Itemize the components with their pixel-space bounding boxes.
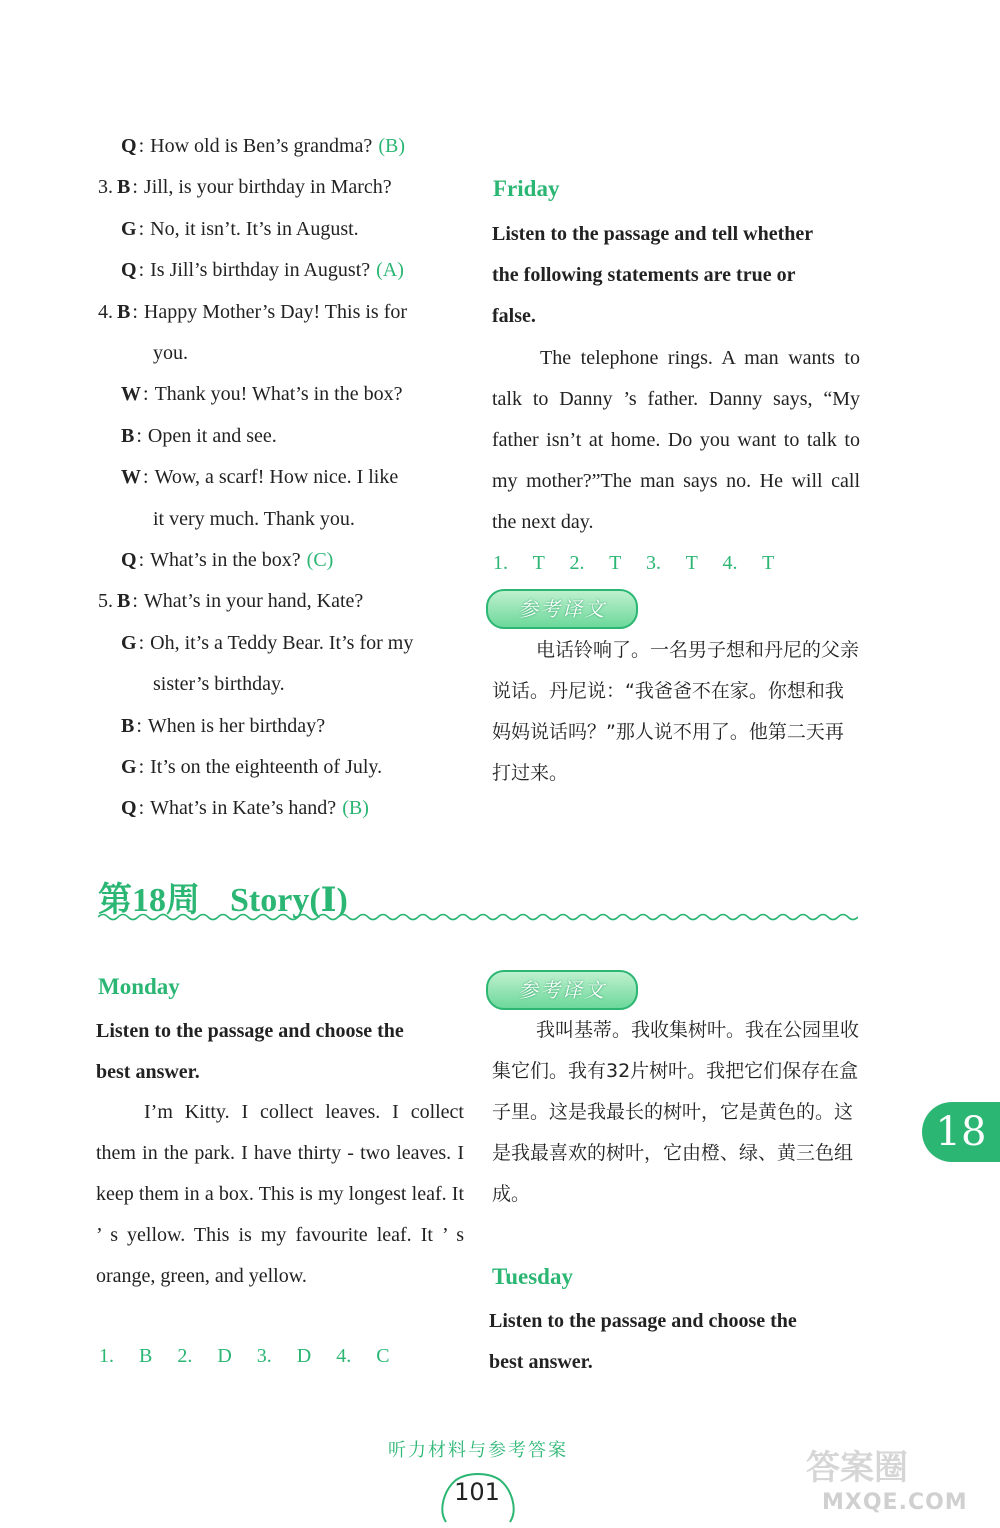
page-number: 101: [454, 1478, 500, 1506]
speaker-colon: :: [138, 259, 145, 282]
speaker-label: B: [121, 424, 135, 447]
dialogue-line: [98, 174, 392, 200]
speaker-label: Q: [121, 259, 137, 282]
speaker-colon: :: [136, 714, 142, 737]
dialogue-text: What’s in the box?: [150, 549, 301, 571]
monday-passage: I’m Kitty. I collect leaves. I collect them in the park. I have thirty - two leaves. I keep them in a box. This is my longest leaf. It ’ s yellow. This is my favourite leaf. It ’ s orange, green, and yellow.: [96, 1101, 464, 1287]
speaker-colon: :: [138, 549, 145, 571]
dialogue-text: it very much. Thank you.: [153, 507, 355, 530]
dialogue-text: Jill, is your birthday in March?: [143, 176, 392, 199]
watermark-site: MXQE.COM: [822, 1490, 968, 1515]
friday-instruction-line-1: Listen to the passage and tell whether: [492, 223, 814, 245]
dialogue-line: [121, 630, 413, 656]
monday-translation: 我叫基蒂。我收集树叶。我在公园里收集它们。我有32片树叶。我把它们保存在盒子里。这是我最长的树叶，它是黄色的。这是我最喜欢的树叶，它由橙、绿、黄三色组成。: [492, 1019, 860, 1205]
dialogue-line: [121, 381, 402, 407]
wavy-divider: [98, 910, 858, 924]
friday-answers: 1. T 2. T 3. T 4. T: [493, 552, 775, 574]
dialogue-text: Is Jill’s birthday in August?: [150, 259, 371, 282]
friday-passage: The telephone rings. A man wants to talk to Danny ’s father. Danny says, “My father isn’t at home. Do you want to talk to my mother?”The man says no. He will call the next day.: [492, 347, 860, 533]
dialogue-text: When is her birthday?: [147, 714, 326, 737]
speaker-label: B: [121, 714, 135, 737]
dialogue-answer: (B): [378, 135, 405, 157]
dialogue-line: [121, 423, 277, 449]
speaker-colon: :: [132, 300, 138, 323]
speaker-colon: :: [138, 217, 145, 240]
footer-title: 听力材料与参考答案: [388, 1440, 568, 1461]
dialogue-text: No, it isn’t. It’s in August.: [150, 217, 359, 240]
friday-instruction-line-2: the following statements are true or: [492, 264, 796, 286]
dialogue-text: How old is Ben’s grandma?: [150, 135, 373, 157]
dialogue-line: [121, 547, 333, 573]
dialogue-line: [121, 795, 369, 821]
week-story-title: Story(Ⅰ): [230, 882, 348, 919]
dialogue-text: Oh, it’s a Teddy Bear. It’s for my: [150, 631, 414, 654]
dialogue-line: [121, 754, 382, 780]
speaker-colon: :: [138, 135, 145, 157]
speaker-label: G: [121, 217, 137, 240]
speaker-label: Q: [121, 135, 137, 157]
speaker-label: W: [121, 466, 141, 489]
speaker-label: B: [117, 590, 131, 613]
chapter-side-tab: 18: [922, 1102, 1000, 1162]
dialogue-text: Wow, a scarf! How nice. I like: [154, 466, 399, 489]
dialogue-text: It’s on the eighteenth of July.: [150, 756, 383, 778]
monday-answers: 1. B 2. D 3. D 4. C: [99, 1345, 390, 1367]
tuesday-instruction-line-1: Listen to the passage and choose the: [489, 1310, 797, 1332]
speaker-label: B: [117, 300, 131, 323]
speaker-label: G: [121, 631, 137, 654]
dialogue-text: sister’s birthday.: [153, 673, 285, 696]
friday-heading: Friday: [493, 176, 560, 201]
dialogue-text: Thank you! What’s in the box?: [154, 383, 403, 406]
speaker-label: B: [117, 176, 131, 199]
dialogue-line: [121, 216, 359, 242]
dialogue-answer: (B): [342, 797, 369, 820]
dialogue-line: [98, 588, 363, 614]
week-label: 第18周: [98, 882, 200, 919]
dialogue-text: Open it and see.: [147, 424, 277, 447]
dialogue-text: What’s in Kate’s hand?: [150, 797, 337, 820]
monday-heading: Monday: [98, 974, 180, 999]
dialogue-line: [98, 299, 407, 325]
dialogue-line: [153, 506, 355, 532]
friday-translation-badge: 参考译文: [486, 589, 638, 629]
friday-instruction-line-3: false.: [492, 305, 536, 327]
speaker-colon: :: [132, 176, 138, 199]
dialogue-number: 3.: [98, 176, 113, 199]
dialogue-text: What’s in your hand, Kate?: [143, 590, 364, 613]
speaker-colon: :: [136, 424, 142, 447]
speaker-label: Q: [121, 549, 137, 571]
dialogue-line: [121, 713, 325, 739]
speaker-label: G: [121, 756, 137, 778]
dialogue-text: Happy Mother’s Day! This is for: [143, 300, 408, 323]
speaker-colon: :: [138, 797, 145, 820]
dialogue-line: [121, 464, 398, 490]
speaker-label: Q: [121, 797, 137, 820]
speaker-colon: :: [132, 590, 138, 613]
monday-translation-badge: 参考译文: [486, 970, 638, 1010]
tuesday-instruction-line-2: best answer.: [489, 1351, 593, 1373]
dialogue-line: [153, 671, 285, 697]
monday-instruction-line-2: best answer.: [96, 1061, 200, 1083]
dialogue-number: 5.: [98, 590, 113, 613]
friday-translation: 电话铃响了。一名男子想和丹尼的父亲说话。丹尼说：“我爸爸不在家。你想和我妈妈说话吗？”那人说不用了。他第二天再打过来。: [492, 639, 860, 784]
tuesday-heading: Tuesday: [492, 1264, 573, 1289]
dialogue-line: [153, 340, 188, 366]
speaker-colon: :: [143, 466, 149, 489]
dialogue-text: you.: [153, 342, 188, 364]
monday-instruction-line-1: Listen to the passage and choose the: [96, 1020, 404, 1042]
speaker-colon: :: [143, 383, 149, 406]
dialogue-answer: (A): [376, 259, 404, 282]
speaker-colon: :: [138, 631, 145, 654]
dialogue-line: [121, 133, 405, 159]
speaker-label: W: [121, 383, 141, 406]
dialogue-number: 4.: [98, 300, 113, 323]
dialogue-line: [121, 257, 404, 283]
watermark-logo: 答案圈: [806, 1448, 908, 1488]
speaker-colon: :: [138, 756, 145, 778]
dialogue-answer: (C): [306, 549, 334, 571]
